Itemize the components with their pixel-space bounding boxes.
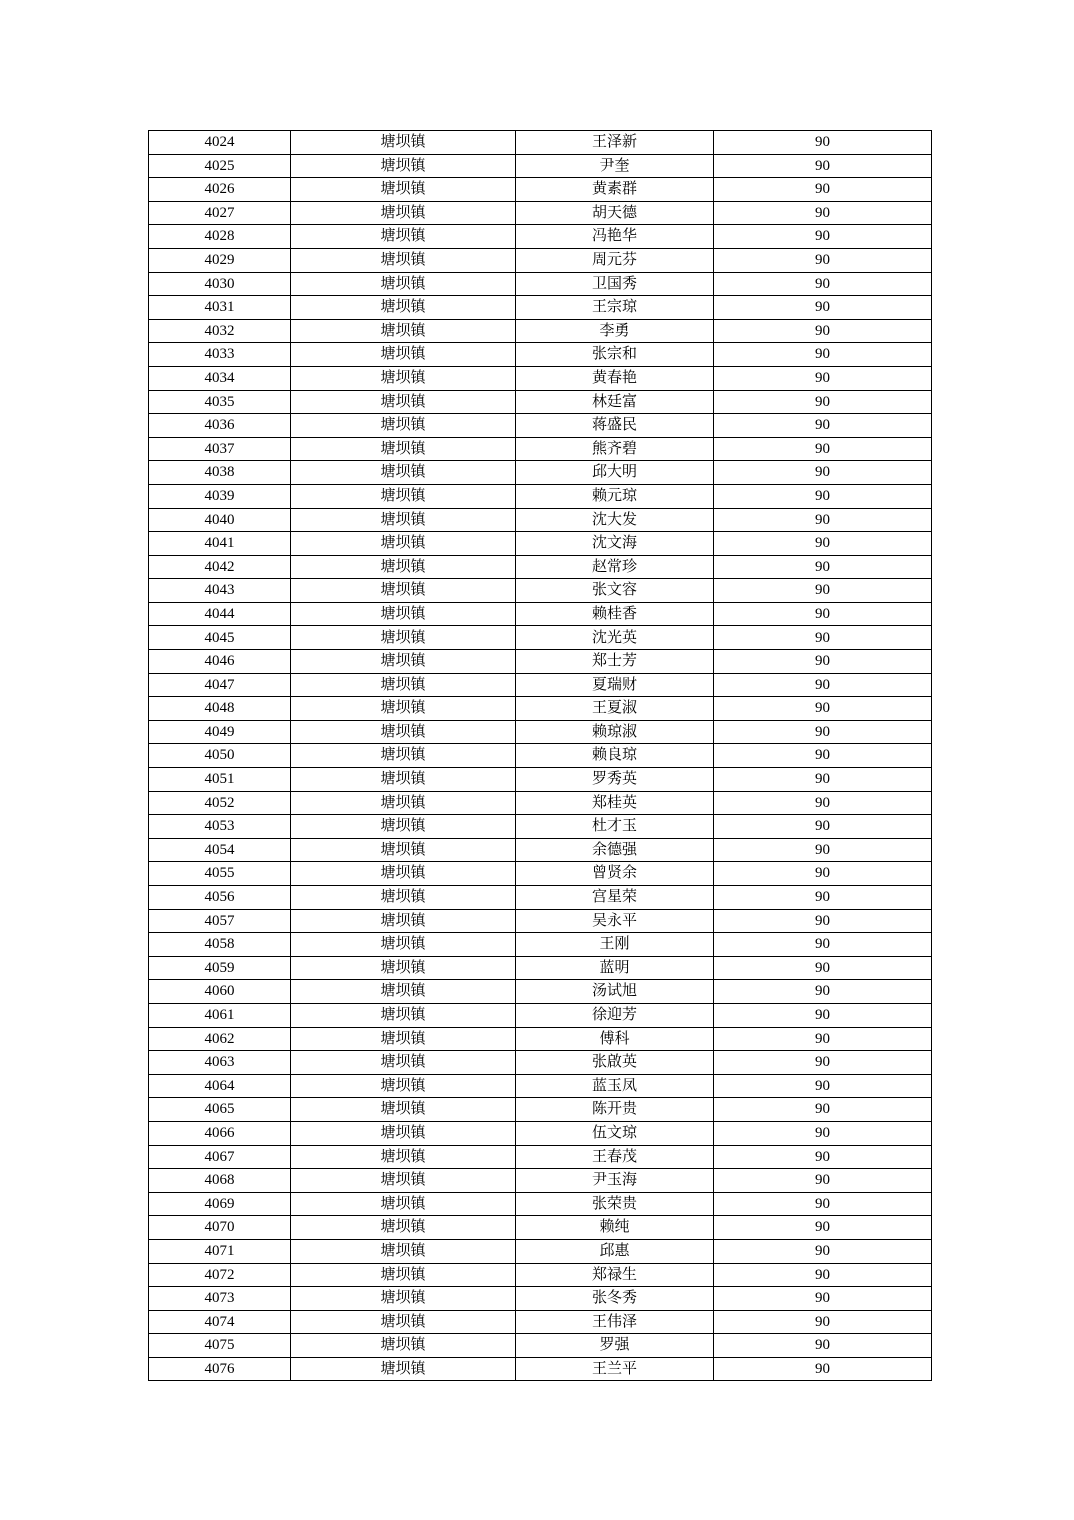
cell-town: 塘坝镇 bbox=[291, 437, 516, 461]
cell-name: 赖纯 bbox=[516, 1216, 714, 1240]
cell-score: 90 bbox=[714, 201, 932, 225]
cell-serial: 4062 bbox=[149, 1027, 291, 1051]
cell-name: 林廷富 bbox=[516, 390, 714, 414]
cell-name: 黄春艳 bbox=[516, 366, 714, 390]
cell-score: 90 bbox=[714, 602, 932, 626]
cell-name: 沈文海 bbox=[516, 532, 714, 556]
cell-serial: 4033 bbox=[149, 343, 291, 367]
table-row bbox=[149, 980, 932, 1004]
table-row bbox=[149, 862, 932, 886]
cell-town: 塘坝镇 bbox=[291, 319, 516, 343]
table-row bbox=[149, 1121, 932, 1145]
cell-name: 吴永平 bbox=[516, 909, 714, 933]
table-row bbox=[149, 956, 932, 980]
cell-serial: 4063 bbox=[149, 1051, 291, 1075]
cell-score: 90 bbox=[714, 815, 932, 839]
cell-serial: 4032 bbox=[149, 319, 291, 343]
table-row bbox=[149, 815, 932, 839]
cell-score: 90 bbox=[714, 744, 932, 768]
cell-name: 尹奎 bbox=[516, 154, 714, 178]
cell-town: 塘坝镇 bbox=[291, 862, 516, 886]
table-row bbox=[149, 1027, 932, 1051]
table-row bbox=[149, 697, 932, 721]
cell-name: 郑禄生 bbox=[516, 1263, 714, 1287]
cell-serial: 4030 bbox=[149, 272, 291, 296]
cell-serial: 4072 bbox=[149, 1263, 291, 1287]
table-row bbox=[149, 484, 932, 508]
cell-serial: 4071 bbox=[149, 1239, 291, 1263]
cell-score: 90 bbox=[714, 980, 932, 1004]
cell-name: 傅科 bbox=[516, 1027, 714, 1051]
cell-score: 90 bbox=[714, 1334, 932, 1358]
table-row bbox=[149, 319, 932, 343]
cell-town: 塘坝镇 bbox=[291, 366, 516, 390]
cell-name: 邱惠 bbox=[516, 1239, 714, 1263]
table-row bbox=[149, 602, 932, 626]
cell-serial: 4039 bbox=[149, 484, 291, 508]
cell-serial: 4042 bbox=[149, 555, 291, 579]
cell-name: 余德强 bbox=[516, 838, 714, 862]
cell-serial: 4070 bbox=[149, 1216, 291, 1240]
cell-serial: 4044 bbox=[149, 602, 291, 626]
table-row bbox=[149, 414, 932, 438]
cell-name: 周元芬 bbox=[516, 248, 714, 272]
table-row bbox=[149, 532, 932, 556]
cell-name: 王泽新 bbox=[516, 131, 714, 155]
cell-score: 90 bbox=[714, 131, 932, 155]
cell-town: 塘坝镇 bbox=[291, 744, 516, 768]
cell-name: 赖良琼 bbox=[516, 744, 714, 768]
table-row bbox=[149, 1192, 932, 1216]
cell-town: 塘坝镇 bbox=[291, 1003, 516, 1027]
cell-town: 塘坝镇 bbox=[291, 461, 516, 485]
table-row bbox=[149, 1145, 932, 1169]
cell-name: 王夏淑 bbox=[516, 697, 714, 721]
cell-serial: 4047 bbox=[149, 673, 291, 697]
cell-score: 90 bbox=[714, 909, 932, 933]
cell-serial: 4031 bbox=[149, 296, 291, 320]
cell-name: 王兰平 bbox=[516, 1357, 714, 1381]
cell-score: 90 bbox=[714, 1216, 932, 1240]
cell-score: 90 bbox=[714, 1051, 932, 1075]
table-row bbox=[149, 838, 932, 862]
cell-serial: 4067 bbox=[149, 1145, 291, 1169]
cell-serial: 4043 bbox=[149, 579, 291, 603]
cell-name: 宫星荣 bbox=[516, 886, 714, 910]
table-row bbox=[149, 343, 932, 367]
cell-town: 塘坝镇 bbox=[291, 248, 516, 272]
cell-town: 塘坝镇 bbox=[291, 1145, 516, 1169]
cell-score: 90 bbox=[714, 1145, 932, 1169]
cell-name: 沈光英 bbox=[516, 626, 714, 650]
table-row bbox=[149, 1357, 932, 1381]
cell-serial: 4059 bbox=[149, 956, 291, 980]
table-row bbox=[149, 201, 932, 225]
table-row bbox=[149, 131, 932, 155]
cell-town: 塘坝镇 bbox=[291, 1074, 516, 1098]
cell-name: 胡天德 bbox=[516, 201, 714, 225]
cell-name: 蓝玉凤 bbox=[516, 1074, 714, 1098]
cell-serial: 4037 bbox=[149, 437, 291, 461]
cell-serial: 4056 bbox=[149, 886, 291, 910]
cell-serial: 4026 bbox=[149, 178, 291, 202]
table-row bbox=[149, 768, 932, 792]
cell-score: 90 bbox=[714, 720, 932, 744]
cell-serial: 4057 bbox=[149, 909, 291, 933]
cell-name: 蓝明 bbox=[516, 956, 714, 980]
cell-score: 90 bbox=[714, 343, 932, 367]
cell-town: 塘坝镇 bbox=[291, 815, 516, 839]
table-row bbox=[149, 791, 932, 815]
cell-town: 塘坝镇 bbox=[291, 154, 516, 178]
cell-name: 王宗琼 bbox=[516, 296, 714, 320]
cell-score: 90 bbox=[714, 154, 932, 178]
cell-name: 赖桂香 bbox=[516, 602, 714, 626]
table-row bbox=[149, 1098, 932, 1122]
cell-score: 90 bbox=[714, 1098, 932, 1122]
cell-town: 塘坝镇 bbox=[291, 555, 516, 579]
cell-name: 熊齐碧 bbox=[516, 437, 714, 461]
cell-town: 塘坝镇 bbox=[291, 296, 516, 320]
cell-town: 塘坝镇 bbox=[291, 579, 516, 603]
cell-town: 塘坝镇 bbox=[291, 1357, 516, 1381]
cell-serial: 4029 bbox=[149, 248, 291, 272]
cell-serial: 4076 bbox=[149, 1357, 291, 1381]
cell-town: 塘坝镇 bbox=[291, 1051, 516, 1075]
cell-name: 赖元琼 bbox=[516, 484, 714, 508]
cell-score: 90 bbox=[714, 1121, 932, 1145]
cell-serial: 4051 bbox=[149, 768, 291, 792]
cell-town: 塘坝镇 bbox=[291, 650, 516, 674]
cell-score: 90 bbox=[714, 579, 932, 603]
cell-serial: 4055 bbox=[149, 862, 291, 886]
cell-name: 陈开贵 bbox=[516, 1098, 714, 1122]
table-row bbox=[149, 461, 932, 485]
cell-town: 塘坝镇 bbox=[291, 1287, 516, 1311]
cell-serial: 4064 bbox=[149, 1074, 291, 1098]
cell-town: 塘坝镇 bbox=[291, 131, 516, 155]
cell-town: 塘坝镇 bbox=[291, 1098, 516, 1122]
cell-score: 90 bbox=[714, 933, 932, 957]
cell-name: 蒋盛民 bbox=[516, 414, 714, 438]
cell-town: 塘坝镇 bbox=[291, 909, 516, 933]
cell-score: 90 bbox=[714, 697, 932, 721]
cell-town: 塘坝镇 bbox=[291, 1263, 516, 1287]
cell-serial: 4046 bbox=[149, 650, 291, 674]
cell-name: 夏瑞财 bbox=[516, 673, 714, 697]
cell-town: 塘坝镇 bbox=[291, 414, 516, 438]
cell-town: 塘坝镇 bbox=[291, 343, 516, 367]
cell-serial: 4028 bbox=[149, 225, 291, 249]
cell-score: 90 bbox=[714, 886, 932, 910]
cell-name: 曾贤余 bbox=[516, 862, 714, 886]
cell-town: 塘坝镇 bbox=[291, 720, 516, 744]
cell-score: 90 bbox=[714, 1287, 932, 1311]
table-row bbox=[149, 1074, 932, 1098]
cell-name: 张冬秀 bbox=[516, 1287, 714, 1311]
cell-town: 塘坝镇 bbox=[291, 484, 516, 508]
cell-town: 塘坝镇 bbox=[291, 1192, 516, 1216]
cell-score: 90 bbox=[714, 508, 932, 532]
cell-name: 沈大发 bbox=[516, 508, 714, 532]
cell-name: 赖琼淑 bbox=[516, 720, 714, 744]
cell-serial: 4048 bbox=[149, 697, 291, 721]
cell-score: 90 bbox=[714, 1263, 932, 1287]
cell-name: 冯艳华 bbox=[516, 225, 714, 249]
table-row bbox=[149, 366, 932, 390]
cell-name: 杜才玉 bbox=[516, 815, 714, 839]
cell-name: 徐迎芳 bbox=[516, 1003, 714, 1027]
table-row bbox=[149, 225, 932, 249]
cell-serial: 4069 bbox=[149, 1192, 291, 1216]
score-table-body bbox=[149, 131, 932, 1381]
table-row bbox=[149, 296, 932, 320]
table-row bbox=[149, 1310, 932, 1334]
cell-name: 张宗和 bbox=[516, 343, 714, 367]
cell-serial: 4068 bbox=[149, 1169, 291, 1193]
cell-town: 塘坝镇 bbox=[291, 791, 516, 815]
cell-serial: 4061 bbox=[149, 1003, 291, 1027]
table-row bbox=[149, 178, 932, 202]
cell-name: 汤试旭 bbox=[516, 980, 714, 1004]
cell-serial: 4065 bbox=[149, 1098, 291, 1122]
cell-score: 90 bbox=[714, 956, 932, 980]
cell-name: 李勇 bbox=[516, 319, 714, 343]
table-row bbox=[149, 909, 932, 933]
cell-name: 王伟泽 bbox=[516, 1310, 714, 1334]
table-row bbox=[149, 744, 932, 768]
table-row bbox=[149, 555, 932, 579]
cell-serial: 4073 bbox=[149, 1287, 291, 1311]
cell-town: 塘坝镇 bbox=[291, 532, 516, 556]
cell-serial: 4060 bbox=[149, 980, 291, 1004]
cell-score: 90 bbox=[714, 248, 932, 272]
score-table bbox=[148, 130, 932, 1381]
table-row bbox=[149, 1169, 932, 1193]
cell-name: 张荣贵 bbox=[516, 1192, 714, 1216]
cell-score: 90 bbox=[714, 673, 932, 697]
cell-score: 90 bbox=[714, 1074, 932, 1098]
cell-serial: 4054 bbox=[149, 838, 291, 862]
cell-town: 塘坝镇 bbox=[291, 1310, 516, 1334]
cell-name: 黄素群 bbox=[516, 178, 714, 202]
cell-name: 赵常珍 bbox=[516, 555, 714, 579]
cell-town: 塘坝镇 bbox=[291, 272, 516, 296]
cell-name: 卫国秀 bbox=[516, 272, 714, 296]
cell-score: 90 bbox=[714, 532, 932, 556]
table-row bbox=[149, 626, 932, 650]
cell-serial: 4027 bbox=[149, 201, 291, 225]
cell-score: 90 bbox=[714, 484, 932, 508]
cell-serial: 4036 bbox=[149, 414, 291, 438]
cell-serial: 4040 bbox=[149, 508, 291, 532]
cell-serial: 4066 bbox=[149, 1121, 291, 1145]
cell-town: 塘坝镇 bbox=[291, 201, 516, 225]
cell-name: 张文容 bbox=[516, 579, 714, 603]
cell-name: 王春茂 bbox=[516, 1145, 714, 1169]
cell-serial: 4053 bbox=[149, 815, 291, 839]
cell-town: 塘坝镇 bbox=[291, 390, 516, 414]
table-row bbox=[149, 272, 932, 296]
cell-name: 王刚 bbox=[516, 933, 714, 957]
cell-score: 90 bbox=[714, 1027, 932, 1051]
cell-town: 塘坝镇 bbox=[291, 933, 516, 957]
cell-town: 塘坝镇 bbox=[291, 1216, 516, 1240]
cell-serial: 4024 bbox=[149, 131, 291, 155]
cell-town: 塘坝镇 bbox=[291, 768, 516, 792]
cell-serial: 4041 bbox=[149, 532, 291, 556]
cell-town: 塘坝镇 bbox=[291, 956, 516, 980]
table-row bbox=[149, 933, 932, 957]
cell-score: 90 bbox=[714, 272, 932, 296]
cell-score: 90 bbox=[714, 650, 932, 674]
cell-score: 90 bbox=[714, 461, 932, 485]
cell-serial: 4075 bbox=[149, 1334, 291, 1358]
table-row bbox=[149, 1216, 932, 1240]
cell-serial: 4050 bbox=[149, 744, 291, 768]
table-row bbox=[149, 154, 932, 178]
cell-score: 90 bbox=[714, 390, 932, 414]
cell-score: 90 bbox=[714, 178, 932, 202]
cell-serial: 4052 bbox=[149, 791, 291, 815]
cell-score: 90 bbox=[714, 1192, 932, 1216]
table-row bbox=[149, 1263, 932, 1287]
cell-serial: 4038 bbox=[149, 461, 291, 485]
cell-town: 塘坝镇 bbox=[291, 1334, 516, 1358]
cell-score: 90 bbox=[714, 862, 932, 886]
cell-score: 90 bbox=[714, 1357, 932, 1381]
cell-town: 塘坝镇 bbox=[291, 1027, 516, 1051]
cell-name: 郑士芳 bbox=[516, 650, 714, 674]
cell-serial: 4058 bbox=[149, 933, 291, 957]
table-row bbox=[149, 1003, 932, 1027]
cell-name: 张啟英 bbox=[516, 1051, 714, 1075]
table-row bbox=[149, 673, 932, 697]
cell-name: 罗秀英 bbox=[516, 768, 714, 792]
cell-serial: 4049 bbox=[149, 720, 291, 744]
cell-score: 90 bbox=[714, 1310, 932, 1334]
cell-serial: 4074 bbox=[149, 1310, 291, 1334]
table-row bbox=[149, 1334, 932, 1358]
cell-serial: 4034 bbox=[149, 366, 291, 390]
cell-score: 90 bbox=[714, 626, 932, 650]
cell-town: 塘坝镇 bbox=[291, 838, 516, 862]
cell-score: 90 bbox=[714, 768, 932, 792]
table-row bbox=[149, 886, 932, 910]
cell-score: 90 bbox=[714, 437, 932, 461]
cell-score: 90 bbox=[714, 296, 932, 320]
table-row bbox=[149, 720, 932, 744]
cell-score: 90 bbox=[714, 555, 932, 579]
table-row bbox=[149, 437, 932, 461]
cell-score: 90 bbox=[714, 791, 932, 815]
cell-score: 90 bbox=[714, 1239, 932, 1263]
cell-serial: 4025 bbox=[149, 154, 291, 178]
cell-town: 塘坝镇 bbox=[291, 602, 516, 626]
table-row bbox=[149, 248, 932, 272]
cell-town: 塘坝镇 bbox=[291, 886, 516, 910]
cell-name: 伍文琼 bbox=[516, 1121, 714, 1145]
cell-town: 塘坝镇 bbox=[291, 673, 516, 697]
cell-name: 郑桂英 bbox=[516, 791, 714, 815]
cell-name: 邱大明 bbox=[516, 461, 714, 485]
cell-serial: 4045 bbox=[149, 626, 291, 650]
cell-town: 塘坝镇 bbox=[291, 697, 516, 721]
cell-town: 塘坝镇 bbox=[291, 1169, 516, 1193]
table-row bbox=[149, 1287, 932, 1311]
table-row bbox=[149, 650, 932, 674]
cell-town: 塘坝镇 bbox=[291, 1121, 516, 1145]
cell-score: 90 bbox=[714, 838, 932, 862]
table-row bbox=[149, 1051, 932, 1075]
cell-name: 罗强 bbox=[516, 1334, 714, 1358]
cell-town: 塘坝镇 bbox=[291, 1239, 516, 1263]
table-row bbox=[149, 1239, 932, 1263]
cell-name: 尹玉海 bbox=[516, 1169, 714, 1193]
cell-score: 90 bbox=[714, 319, 932, 343]
cell-town: 塘坝镇 bbox=[291, 980, 516, 1004]
table-row bbox=[149, 579, 932, 603]
table-row bbox=[149, 508, 932, 532]
cell-town: 塘坝镇 bbox=[291, 508, 516, 532]
cell-score: 90 bbox=[714, 1169, 932, 1193]
cell-town: 塘坝镇 bbox=[291, 178, 516, 202]
cell-town: 塘坝镇 bbox=[291, 225, 516, 249]
table-row bbox=[149, 390, 932, 414]
cell-town: 塘坝镇 bbox=[291, 626, 516, 650]
cell-score: 90 bbox=[714, 366, 932, 390]
cell-score: 90 bbox=[714, 225, 932, 249]
cell-score: 90 bbox=[714, 414, 932, 438]
cell-score: 90 bbox=[714, 1003, 932, 1027]
cell-serial: 4035 bbox=[149, 390, 291, 414]
